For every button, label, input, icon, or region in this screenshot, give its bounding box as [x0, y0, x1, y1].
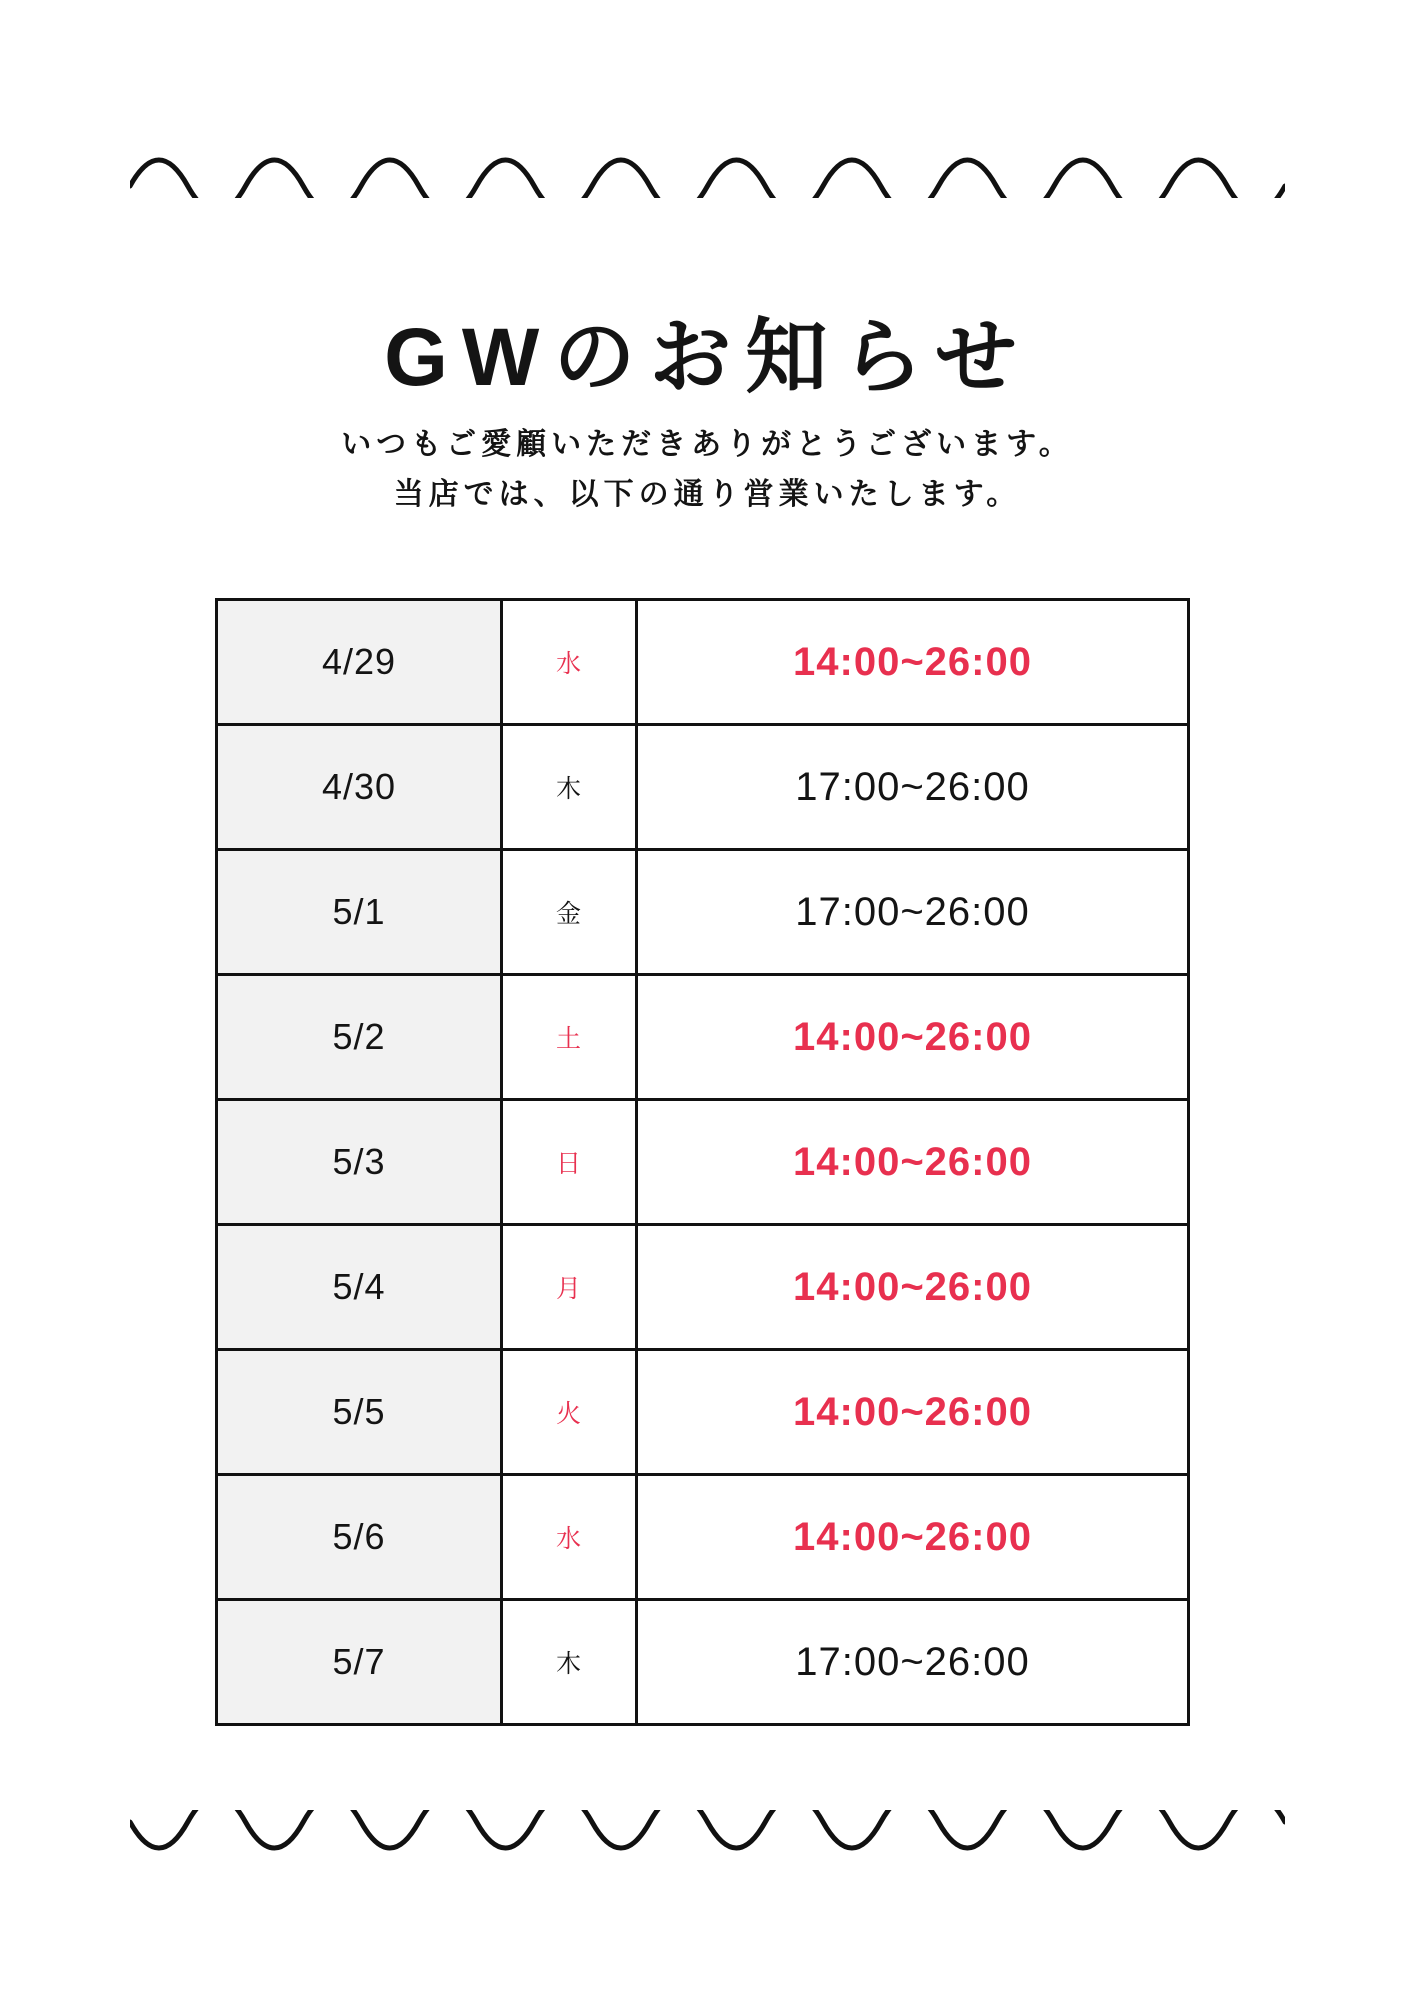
cell-hours: 17:00~26:00	[637, 725, 1189, 850]
cell-hours: 14:00~26:00	[637, 1475, 1189, 1600]
cell-date: 5/6	[217, 1475, 502, 1600]
cell-hours: 14:00~26:00	[637, 1225, 1189, 1350]
cell-date: 5/7	[217, 1600, 502, 1725]
table-row	[217, 600, 1189, 725]
cell-date: 4/30	[217, 725, 502, 850]
cell-hours: 14:00~26:00	[637, 975, 1189, 1100]
scallop-bottom-decoration	[130, 1810, 1285, 1880]
cell-date: 5/4	[217, 1225, 502, 1350]
lead-line-2: 当店では、以下の通り営業いたします。	[393, 477, 1022, 511]
lead-line-1: いつもご愛顧いただきありがとうございます。	[341, 428, 1074, 461]
table-row	[217, 1600, 1189, 1725]
cell-hours: 17:00~26:00	[637, 1600, 1189, 1725]
page-title: GWのお知らせ	[384, 311, 1031, 403]
cell-weekday: 水	[502, 600, 637, 725]
cell-date: 5/1	[217, 850, 502, 975]
table-row	[217, 975, 1189, 1100]
cell-weekday: 火	[502, 1350, 637, 1475]
cell-weekday: 木	[502, 725, 637, 850]
cell-weekday: 日	[502, 1100, 637, 1225]
cell-date: 5/3	[217, 1100, 502, 1225]
table-row	[217, 1225, 1189, 1350]
cell-weekday: 水	[502, 1475, 637, 1600]
scallop-top-decoration	[130, 128, 1285, 198]
schedule-table	[215, 598, 1190, 1726]
cell-weekday: 木	[502, 1600, 637, 1725]
cell-date: 5/5	[217, 1350, 502, 1475]
cell-date: 5/2	[217, 975, 502, 1100]
cell-date: 4/29	[217, 600, 502, 725]
table-row	[217, 1475, 1189, 1600]
schedule-table-wrapper	[215, 598, 1190, 1726]
table-row	[217, 1100, 1189, 1225]
table-row	[217, 1350, 1189, 1475]
cell-hours: 14:00~26:00	[637, 600, 1189, 725]
cell-hours: 17:00~26:00	[637, 850, 1189, 975]
cell-weekday: 金	[502, 850, 637, 975]
cell-weekday: 土	[502, 975, 637, 1100]
table-row	[217, 850, 1189, 975]
table-row	[217, 725, 1189, 850]
cell-hours: 14:00~26:00	[637, 1350, 1189, 1475]
cell-weekday: 月	[502, 1225, 637, 1350]
lead-paragraph	[0, 420, 1415, 519]
cell-hours: 14:00~26:00	[637, 1100, 1189, 1225]
